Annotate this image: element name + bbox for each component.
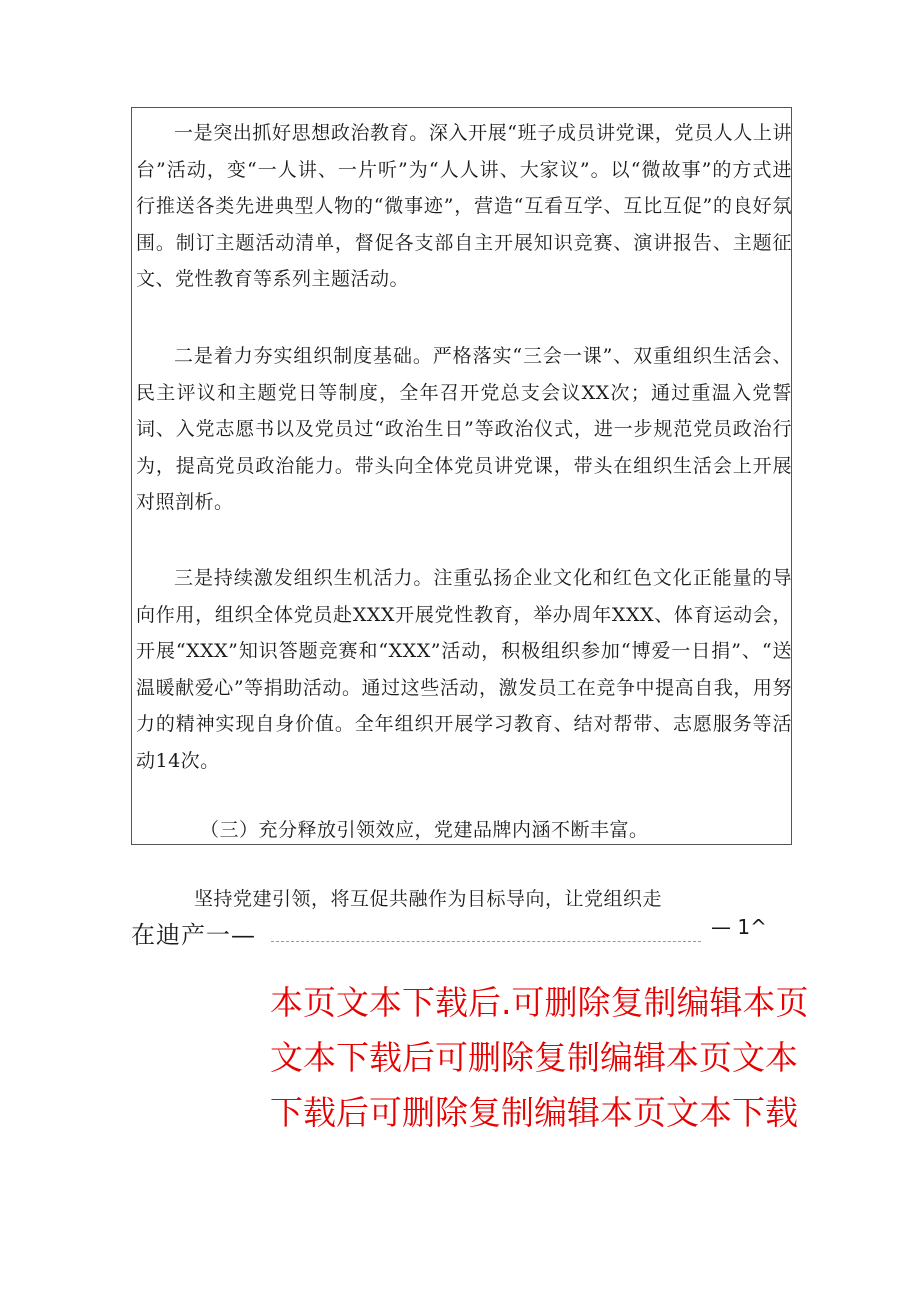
paragraph-organizational-system: 二是着力夯实组织制度基础。严格落实“三会一课”、双重组织生活会、民主评议和主题党日等制度，全年召开党总支会议XX次；通过重温入党誓词、入党志愿书以及党员过“政治生日”等政治仪式，进一步规范党员政治行为，提高党员政治能力。带头向全体党员讲党课，带头在组织生活会上开展对照剖析。 xyxy=(136,345,792,513)
footer-text: 在迪产一— xyxy=(131,921,256,949)
paragraph-ideological-education: 一是突出抓好思想政治教育。深入开展“班子成员讲党课，党员人人上讲台”活动，变“一人讲、一片听”为“人人讲、大家议”。以“微故事”的方式进行推送各类先进典型人物的“微事迹”，营造“互看互学、互比互促”的良好氛围。制订主题活动清单，督促各支部自主开展知识竞赛、演讲报告、主题征文、党性教育等系列主题活动。 xyxy=(136,122,792,290)
paragraph-party-leadership: 坚持党建引领，将互促共融作为目标导向，让党组织走 xyxy=(194,888,663,910)
page-number: — 1^ xyxy=(711,915,767,939)
footer-dotted-rule xyxy=(271,941,701,942)
page-footer xyxy=(131,915,771,955)
watermark-line-2: 文本下载后可删除复制编辑本页文本 xyxy=(270,1038,798,1077)
section-heading-brand: （三）充分释放引领效应，党建品牌内涵不断丰富。 xyxy=(200,819,649,841)
watermark-line-1: 本页文本下载后.可删除复制编辑本页 xyxy=(270,983,809,1022)
download-watermark xyxy=(270,975,809,1140)
watermark-line-3: 下载后可删除复制编辑本页文本下载 xyxy=(270,1093,798,1132)
paragraph-organizational-vitality: 三是持续激发组织生机活力。注重弘扬企业文化和红色文化正能量的导向作用，组织全体党员赴XXX开展党性教育，举办周年XXX、体育运动会，开展“XXX”知识答题竞赛和“XXX”活动，积极组织参加“博爱一日捐”、“送温暖献爱心”等捐助活动。通过这些活动，激发员工在竞争中提高自我，用努力的精神实现自身价值。全年组织开展学习教育、结对帮带、志愿服务等活动14次。 xyxy=(136,567,792,772)
